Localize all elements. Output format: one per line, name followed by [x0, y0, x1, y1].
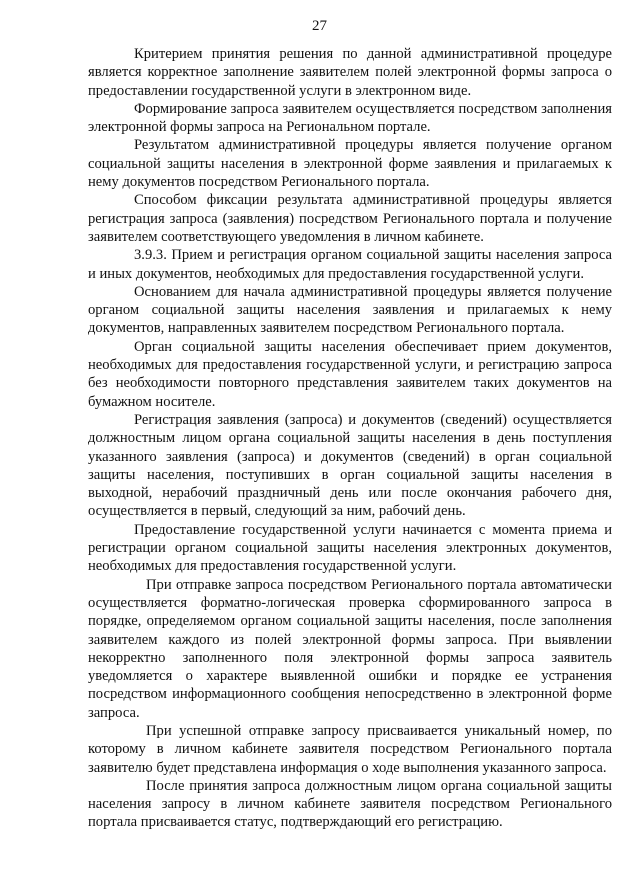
paragraph-request-formation: Формирование запроса заявителем осуществляется посредством заполнения электронной формы запроса на Региональном портале. [88, 100, 612, 136]
paragraph-format-check: При отправке запроса посредством Регионального портала автоматически осуществляется форматно-логическая проверка сформированного запроса в порядке, определяемом органом социальной защиты населения, после заполнения заявителем каждого из полей электронной формы запроса. При выявлении некорректно заполненного поля электронной формы запроса заявитель уведомляется о характере выявленной ошибки и порядке ее устранения посредством информационного сообщения непосредственно в электронной форме запроса. [88, 576, 612, 721]
paragraph-result-fixation: Способом фиксации результата административной процедуры является регистрация запроса (заявления) посредством Регионального портала и получение заявителем соответствующего уведомления в личном кабинете. [88, 192, 612, 245]
page-number: 27 [312, 18, 327, 34]
paragraph-registration: Регистрация заявления (запроса) и документов (сведений) осуществляется должностным лицом органа социальной защиты населения в день поступления указанного заявления (запроса) и документов (сведений) в орган социальной защиты населения, поступивших в орган социальной защиты населения в выходной, нерабочий праздничный день или после окончания рабочего дня, осуществляется в первый, следующий за ним, рабочий день. [88, 411, 612, 520]
paragraph-unique-number: При успешной отправке запросу присваивается уникальный номер, по которому в личном кабинете заявителя посредством Регионального портала заявителю будет представлена информация о ходе выполнения указанного запроса. [88, 722, 612, 776]
section-heading-3-9-3: 3.9.3. Прием и регистрация органом социальной защиты населения запроса и иных документов, необходимых для предоставления государственной услуги. [88, 247, 612, 282]
paragraph-procedure-result: Результатом административной процедуры является получение органом социальной защиты населения в электронной форме заявления и прилагаемых к нему документов посредством Регионального портала. [88, 137, 612, 191]
paragraph-decision-criterion: Критерием принятия решения по данной административной процедуре является корректное заполнение заявителем полей электронной формы запроса о предоставлении государственной услуги в электронном виде. [88, 46, 612, 99]
paragraph-status-assignment: После принятия запроса должностным лицом органа социальной защиты населения запросу в личном кабинете заявителя посредством Регионального портала присваивается статус, подтверждающий его регистрацию. [88, 777, 612, 831]
paragraph-document-reception: Орган социальной защиты населения обеспечивает прием документов, необходимых для предоставления государственной услуги, и регистрацию запроса без необходимости повторного представления заявителем таких документов на бумажном носителе. [88, 338, 612, 410]
document-body [88, 45, 612, 832]
paragraph-procedure-basis: Основанием для начала административной процедуры является получение органом социальной защиты населения заявления и прилагаемых к нему документов, направленных заявителем посредством Регионального портала. [88, 283, 612, 337]
paragraph-service-start: Предоставление государственной услуги начинается с момента приема и регистрации органом социальной защиты населения электронных документов, необходимых для предоставления государственной услуги. [88, 521, 612, 575]
